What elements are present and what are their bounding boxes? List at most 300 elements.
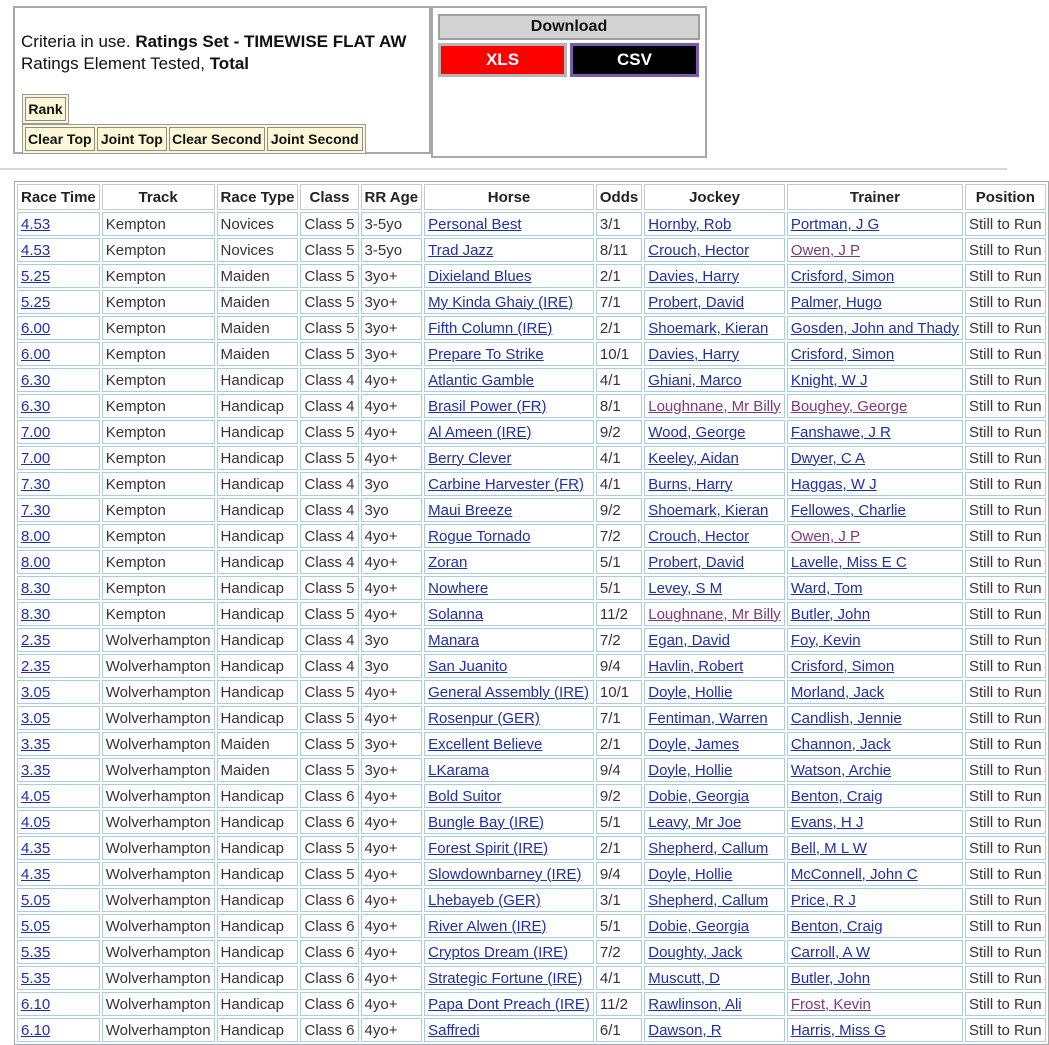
trainer-link[interactable]: Boughey, George	[790, 397, 908, 415]
odds-cell: 5/1	[596, 576, 642, 600]
race-time-cell	[17, 862, 100, 886]
jockey-cell	[644, 290, 785, 314]
rr-age-cell: 4yo+	[361, 706, 423, 730]
race-time-cell	[17, 680, 100, 704]
odds-cell: 7/1	[596, 706, 642, 730]
position-cell: Still to Run	[965, 966, 1046, 990]
race-type-cell: Handicap	[217, 888, 299, 912]
race-type-cell: Maiden	[217, 758, 299, 782]
track-cell: Wolverhampton	[102, 836, 215, 860]
jockey-cell	[644, 602, 785, 626]
race-time-cell	[17, 810, 100, 834]
trainer-cell	[787, 368, 963, 392]
race-time-link[interactable]: 8.00	[21, 527, 51, 545]
class-cell: Class 5	[300, 732, 358, 756]
trainer-cell	[787, 992, 963, 1016]
race-time-link[interactable]: 6.00	[21, 319, 51, 337]
jockey-link[interactable]: Rawlinson, Ali	[648, 995, 742, 1013]
trainer-link[interactable]: Evans, H J	[790, 813, 864, 831]
race-type-cell: Maiden	[217, 316, 299, 340]
jockey-cell	[644, 576, 785, 600]
jockey-link[interactable]: Davies, Harry	[648, 345, 740, 363]
trainer-link[interactable]: Haggas, W J	[790, 475, 877, 493]
horse-link[interactable]: Fifth Column (IRE)	[428, 319, 553, 337]
jockey-link[interactable]: Shoemark, Kieran	[648, 319, 769, 337]
table-header-row	[17, 184, 1046, 210]
races-table	[14, 181, 1049, 1045]
jockey-link[interactable]: Shoemark, Kieran	[648, 501, 769, 519]
rr-age-cell: 4yo+	[361, 368, 423, 392]
horse-link[interactable]: Brasil Power (FR)	[428, 397, 547, 415]
position-cell: Still to Run	[965, 550, 1046, 574]
race-time-link[interactable]: 4.53	[21, 215, 51, 233]
jockey-cell	[644, 940, 785, 964]
trainer-link[interactable]: Dwyer, C A	[790, 449, 865, 467]
clear-second-button[interactable]: Clear Second	[169, 127, 264, 151]
horse-link[interactable]: Rogue Tornado	[428, 527, 531, 545]
horse-link[interactable]: My Kinda Ghaiy (IRE)	[428, 293, 574, 311]
header-jockey[interactable]: Jockey	[644, 184, 785, 210]
horse-cell	[424, 1018, 594, 1042]
trainer-link[interactable]: Benton, Craig	[790, 917, 883, 935]
table-row	[17, 654, 1046, 678]
trainer-link[interactable]: Foy, Kevin	[790, 631, 861, 649]
race-time-link[interactable]: 7.30	[21, 475, 51, 493]
header-track[interactable]: Track	[102, 184, 215, 210]
horse-link[interactable]: Maui Breeze	[428, 501, 513, 519]
trainer-cell	[787, 862, 963, 886]
table-row	[17, 862, 1046, 886]
trainer-link[interactable]: Watson, Archie	[790, 761, 892, 779]
position-cell: Still to Run	[965, 264, 1046, 288]
horse-link[interactable]: Berry Clever	[428, 449, 512, 467]
position-cell: Still to Run	[965, 446, 1046, 470]
race-time-link[interactable]: 4.35	[21, 865, 51, 883]
race-type-cell: Handicap	[217, 940, 299, 964]
header-horse[interactable]: Horse	[424, 184, 594, 210]
rr-age-cell: 4yo+	[361, 576, 423, 600]
jockey-link[interactable]: Crouch, Hector	[648, 527, 750, 545]
class-cell: Class 4	[300, 654, 358, 678]
race-type-cell: Handicap	[217, 550, 299, 574]
jockey-link[interactable]: Burns, Harry	[648, 475, 733, 493]
race-type-cell: Handicap	[217, 368, 299, 392]
race-time-cell	[17, 888, 100, 912]
rr-age-cell: 3yo	[361, 472, 423, 496]
horse-link[interactable]: Zoran	[428, 553, 468, 571]
horse-link[interactable]: Manara	[428, 631, 479, 649]
horse-link[interactable]: San Juanito	[428, 657, 508, 675]
trainer-cell	[787, 576, 963, 600]
trainer-link[interactable]: Owen, J P	[790, 241, 861, 259]
jockey-link[interactable]: Keeley, Aidan	[648, 449, 739, 467]
race-time-link[interactable]: 7.00	[21, 449, 51, 467]
header-race-type[interactable]: Race Type	[217, 184, 299, 210]
class-cell: Class 5	[300, 212, 358, 236]
trainer-link[interactable]: Channon, Jack	[790, 735, 891, 753]
race-time-cell	[17, 966, 100, 990]
race-type-cell: Novices	[217, 238, 299, 262]
odds-cell: 2/1	[596, 836, 642, 860]
header-trainer[interactable]: Trainer	[787, 184, 963, 210]
position-cell: Still to Run	[965, 836, 1046, 860]
race-time-link[interactable]: 5.35	[21, 969, 51, 987]
horse-link[interactable]: Solanna	[428, 605, 484, 623]
horse-link[interactable]: LKarama	[428, 761, 490, 779]
joint-top-button[interactable]: Joint Top	[97, 127, 168, 151]
class-cell: Class 5	[300, 836, 358, 860]
race-type-cell: Handicap	[217, 810, 299, 834]
xls-download-button[interactable]: XLS	[438, 43, 567, 77]
race-time-cell	[17, 992, 100, 1016]
table-row	[17, 576, 1046, 600]
jockey-link[interactable]: Doughty, Jack	[648, 943, 743, 961]
horse-cell	[424, 576, 594, 600]
trainer-link[interactable]: Butler, John	[790, 969, 871, 987]
class-cell: Class 5	[300, 238, 358, 262]
horse-link[interactable]: Bold Suitor	[428, 787, 502, 805]
horse-link[interactable]: Prepare To Strike	[428, 345, 544, 363]
trainer-link[interactable]: Morland, Jack	[790, 683, 885, 701]
horse-link[interactable]: Saffredi	[428, 1021, 480, 1039]
race-time-link[interactable]: 8.30	[21, 605, 51, 623]
class-cell: Class 5	[300, 446, 358, 470]
table-row	[17, 342, 1046, 366]
track-cell: Kempton	[102, 238, 215, 262]
race-time-link[interactable]: 2.35	[21, 657, 51, 675]
race-time-link[interactable]: 5.35	[21, 943, 51, 961]
race-time-link[interactable]: 7.00	[21, 423, 51, 441]
header-class[interactable]: Class	[300, 184, 358, 210]
trainer-link[interactable]: Carroll, A W	[790, 943, 870, 961]
jockey-link[interactable]: Levey, S M	[648, 579, 723, 597]
jockey-link[interactable]: Wood, George	[648, 423, 746, 441]
horse-link[interactable]: Carbine Harvester (FR)	[428, 475, 585, 493]
race-time-cell	[17, 524, 100, 548]
horse-link[interactable]: Atlantic Gamble	[428, 371, 535, 389]
trainer-cell	[787, 290, 963, 314]
odds-cell: 8/11	[596, 238, 642, 262]
position-cell: Still to Run	[965, 472, 1046, 496]
horse-link[interactable]: Forest Spirit (IRE)	[428, 839, 549, 857]
race-time-link[interactable]: 6.30	[21, 397, 51, 415]
trainer-link[interactable]: Candlish, Jennie	[790, 709, 902, 727]
jockey-link[interactable]: Ghiani, Marco	[648, 371, 742, 389]
trainer-cell	[787, 888, 963, 912]
race-time-link[interactable]: 3.05	[21, 709, 51, 727]
trainer-link[interactable]: Crisford, Simon	[790, 345, 895, 363]
table-row	[17, 940, 1046, 964]
position-cell: Still to Run	[965, 1018, 1046, 1042]
trainer-link[interactable]: Portman, J G	[790, 215, 880, 233]
race-time-link[interactable]: 6.00	[21, 345, 51, 363]
horse-link[interactable]: Slowdownbarney (IRE)	[428, 865, 582, 883]
jockey-link[interactable]: Loughnane, Mr Billy	[648, 397, 781, 415]
track-cell: Kempton	[102, 446, 215, 470]
race-time-cell	[17, 706, 100, 730]
table-row	[17, 706, 1046, 730]
position-cell: Still to Run	[965, 498, 1046, 522]
race-time-link[interactable]: 4.35	[21, 839, 51, 857]
jockey-cell	[644, 628, 785, 652]
trainer-cell	[787, 784, 963, 808]
class-cell: Class 5	[300, 316, 358, 340]
trainer-cell	[787, 706, 963, 730]
jockey-cell	[644, 784, 785, 808]
horse-link[interactable]: Lhebayeb (GER)	[428, 891, 541, 909]
jockey-link[interactable]: Fentiman, Warren	[648, 709, 768, 727]
jockey-link[interactable]: Shepherd, Callum	[648, 839, 769, 857]
race-time-link[interactable]: 5.25	[21, 293, 51, 311]
horse-link[interactable]: Rosenpur (GER)	[428, 709, 540, 727]
track-cell: Kempton	[102, 498, 215, 522]
race-time-link[interactable]: 5.25	[21, 267, 51, 285]
table-row	[17, 316, 1046, 340]
rr-age-cell: 4yo+	[361, 862, 423, 886]
trainer-link[interactable]: Lavelle, Miss E C	[790, 553, 907, 571]
trainer-link[interactable]: Gosden, John and Thady	[790, 319, 959, 337]
race-type-cell: Handicap	[217, 992, 299, 1016]
jockey-cell	[644, 394, 785, 418]
trainer-cell	[787, 758, 963, 782]
track-cell: Kempton	[102, 264, 215, 288]
race-time-link[interactable]: 5.05	[21, 891, 51, 909]
horse-cell	[424, 524, 594, 548]
rr-age-cell: 4yo+	[361, 394, 423, 418]
trainer-cell	[787, 342, 963, 366]
trainer-link[interactable]: Harris, Miss G	[790, 1021, 886, 1039]
horse-cell	[424, 654, 594, 678]
jockey-link[interactable]: Leavy, Mr Joe	[648, 813, 742, 831]
trainer-link[interactable]: Butler, John	[790, 605, 871, 623]
horse-link[interactable]: River Alwen (IRE)	[428, 917, 547, 935]
race-time-link[interactable]: 7.30	[21, 501, 51, 519]
odds-cell: 4/1	[596, 966, 642, 990]
jockey-link[interactable]: Dawson, R	[648, 1021, 722, 1039]
odds-cell: 9/4	[596, 862, 642, 886]
class-cell: Class 4	[300, 394, 358, 418]
jockey-cell	[644, 836, 785, 860]
trainer-link[interactable]: Fanshawe, J R	[790, 423, 891, 441]
trainer-cell	[787, 212, 963, 236]
jockey-cell	[644, 472, 785, 496]
race-time-cell	[17, 420, 100, 444]
odds-cell: 4/1	[596, 368, 642, 392]
class-cell: Class 5	[300, 576, 358, 600]
trainer-cell	[787, 602, 963, 626]
race-time-link[interactable]: 3.35	[21, 735, 51, 753]
race-time-cell	[17, 238, 100, 262]
jockey-link[interactable]: Hornby, Rob	[648, 215, 732, 233]
race-time-link[interactable]: 8.30	[21, 579, 51, 597]
track-cell: Kempton	[102, 576, 215, 600]
track-cell: Wolverhampton	[102, 940, 215, 964]
race-time-link[interactable]: 6.10	[21, 995, 51, 1013]
trainer-link[interactable]: Bell, M L W	[790, 839, 867, 857]
joint-second-button[interactable]: Joint Second	[267, 127, 363, 151]
position-cell: Still to Run	[965, 992, 1046, 1016]
horse-cell	[424, 550, 594, 574]
race-time-link[interactable]: 6.30	[21, 371, 51, 389]
horse-cell	[424, 238, 594, 262]
horse-link[interactable]: Bungle Bay (IRE)	[428, 813, 545, 831]
jockey-link[interactable]: Crouch, Hector	[648, 241, 750, 259]
race-time-link[interactable]: 2.35	[21, 631, 51, 649]
race-time-cell	[17, 264, 100, 288]
race-type-cell: Handicap	[217, 966, 299, 990]
rr-age-cell: 3-5yo	[361, 238, 423, 262]
jockey-cell	[644, 498, 785, 522]
horse-link[interactable]: Personal Best	[428, 215, 522, 233]
jockey-link[interactable]: Shepherd, Callum	[648, 891, 769, 909]
odds-cell: 9/4	[596, 758, 642, 782]
track-cell: Wolverhampton	[102, 914, 215, 938]
position-cell: Still to Run	[965, 680, 1046, 704]
table-row	[17, 628, 1046, 652]
table-row	[17, 498, 1046, 522]
jockey-link[interactable]: Havlin, Robert	[648, 657, 744, 675]
horse-link[interactable]: Cryptos Dream (IRE)	[428, 943, 569, 961]
jockey-cell	[644, 732, 785, 756]
trainer-link[interactable]: Palmer, Hugo	[790, 293, 882, 311]
jockey-link[interactable]: Doyle, Hollie	[648, 865, 733, 883]
jockey-link[interactable]: Doyle, Hollie	[648, 683, 733, 701]
race-time-link[interactable]: 4.53	[21, 241, 51, 259]
class-cell: Class 6	[300, 966, 358, 990]
odds-cell: 7/2	[596, 940, 642, 964]
race-time-cell	[17, 498, 100, 522]
jockey-cell	[644, 342, 785, 366]
jockey-cell	[644, 446, 785, 470]
trainer-cell	[787, 836, 963, 860]
horse-link[interactable]: Dixieland Blues	[428, 267, 532, 285]
header-odds[interactable]: Odds	[596, 184, 642, 210]
jockey-cell	[644, 368, 785, 392]
jockey-link[interactable]: Dobie, Georgia	[648, 917, 750, 935]
trainer-link[interactable]: Price, R J	[790, 891, 856, 909]
trainer-link[interactable]: McConnell, John C	[790, 865, 918, 883]
position-cell: Still to Run	[965, 862, 1046, 886]
odds-cell: 11/2	[596, 992, 642, 1016]
horse-link[interactable]: Al Ameen (IRE)	[428, 423, 532, 441]
race-time-link[interactable]: 4.05	[21, 787, 51, 805]
rank-button[interactable]: Rank	[25, 97, 66, 121]
race-time-cell	[17, 368, 100, 392]
class-cell: Class 6	[300, 810, 358, 834]
csv-download-button[interactable]: CSV	[570, 43, 699, 77]
jockey-link[interactable]: Muscutt, D	[648, 969, 720, 987]
track-cell: Kempton	[102, 550, 215, 574]
jockey-cell	[644, 316, 785, 340]
horse-cell	[424, 264, 594, 288]
trainer-link[interactable]: Owen, J P	[790, 527, 861, 545]
trainer-cell	[787, 680, 963, 704]
race-type-cell: Handicap	[217, 914, 299, 938]
trainer-link[interactable]: Benton, Craig	[790, 787, 883, 805]
download-title: Download	[438, 14, 700, 40]
table-row	[17, 368, 1046, 392]
race-time-link[interactable]: 8.00	[21, 553, 51, 571]
jockey-cell	[644, 810, 785, 834]
download-panel	[431, 6, 707, 158]
race-type-cell: Handicap	[217, 420, 299, 444]
horse-link[interactable]: Strategic Fortune (IRE)	[428, 969, 583, 987]
race-time-cell	[17, 290, 100, 314]
class-cell: Class 6	[300, 888, 358, 912]
trainer-cell	[787, 966, 963, 990]
trainer-link[interactable]: Ward, Tom	[790, 579, 863, 597]
header-race-time[interactable]: Race Time	[17, 184, 100, 210]
horse-link[interactable]: Excellent Believe	[428, 735, 543, 753]
race-time-cell	[17, 550, 100, 574]
trainer-link[interactable]: Crisford, Simon	[790, 657, 895, 675]
class-cell: Class 6	[300, 940, 358, 964]
trainer-cell	[787, 524, 963, 548]
race-time-link[interactable]: 6.10	[21, 1021, 51, 1039]
jockey-link[interactable]: Egan, David	[648, 631, 730, 649]
position-cell: Still to Run	[965, 524, 1046, 548]
horse-link[interactable]: Papa Dont Preach (IRE)	[428, 995, 590, 1013]
trainer-cell	[787, 420, 963, 444]
header-rr-age[interactable]: RR Age	[361, 184, 423, 210]
race-type-cell: Handicap	[217, 654, 299, 678]
jockey-cell	[644, 914, 785, 938]
race-time-link[interactable]: 3.35	[21, 761, 51, 779]
jockey-link[interactable]: Probert, David	[648, 553, 745, 571]
rr-age-cell: 4yo+	[361, 680, 423, 704]
horse-link[interactable]: Nowhere	[428, 579, 489, 597]
trainer-link[interactable]: Frost, Kevin	[790, 995, 871, 1013]
class-cell: Class 6	[300, 914, 358, 938]
horse-cell	[424, 992, 594, 1016]
race-time-link[interactable]: 4.05	[21, 813, 51, 831]
odds-cell: 9/2	[596, 498, 642, 522]
trainer-link[interactable]: Knight, W J	[790, 371, 868, 389]
race-rows	[17, 212, 1046, 1042]
jockey-cell	[644, 420, 785, 444]
race-time-link[interactable]: 5.05	[21, 917, 51, 935]
jockey-cell	[644, 992, 785, 1016]
jockey-link[interactable]: Doyle, Hollie	[648, 761, 733, 779]
jockey-link[interactable]: Doyle, James	[648, 735, 740, 753]
criteria-panel	[13, 6, 431, 154]
header-position[interactable]: Position	[965, 184, 1046, 210]
jockey-link[interactable]: Dobie, Georgia	[648, 787, 750, 805]
odds-cell: 5/1	[596, 914, 642, 938]
jockey-link[interactable]: Probert, David	[648, 293, 745, 311]
race-time-cell	[17, 316, 100, 340]
odds-cell: 8/1	[596, 394, 642, 418]
jockey-link[interactable]: Davies, Harry	[648, 267, 740, 285]
race-type-cell: Handicap	[217, 862, 299, 886]
track-cell: Kempton	[102, 602, 215, 626]
clear-top-button[interactable]: Clear Top	[25, 127, 95, 151]
race-time-link[interactable]: 3.05	[21, 683, 51, 701]
position-cell: Still to Run	[965, 940, 1046, 964]
table-row	[17, 264, 1046, 288]
horse-link[interactable]: General Assembly (IRE)	[428, 683, 590, 701]
jockey-link[interactable]: Loughnane, Mr Billy	[648, 605, 781, 623]
trainer-link[interactable]: Fellowes, Charlie	[790, 501, 906, 519]
table-row	[17, 446, 1046, 470]
trainer-cell	[787, 732, 963, 756]
rank-group	[22, 94, 69, 124]
horse-link[interactable]: Trad Jazz	[428, 241, 494, 259]
trainer-link[interactable]: Crisford, Simon	[790, 267, 895, 285]
class-cell: Class 4	[300, 368, 358, 392]
jockey-cell	[644, 264, 785, 288]
race-type-cell: Maiden	[217, 264, 299, 288]
